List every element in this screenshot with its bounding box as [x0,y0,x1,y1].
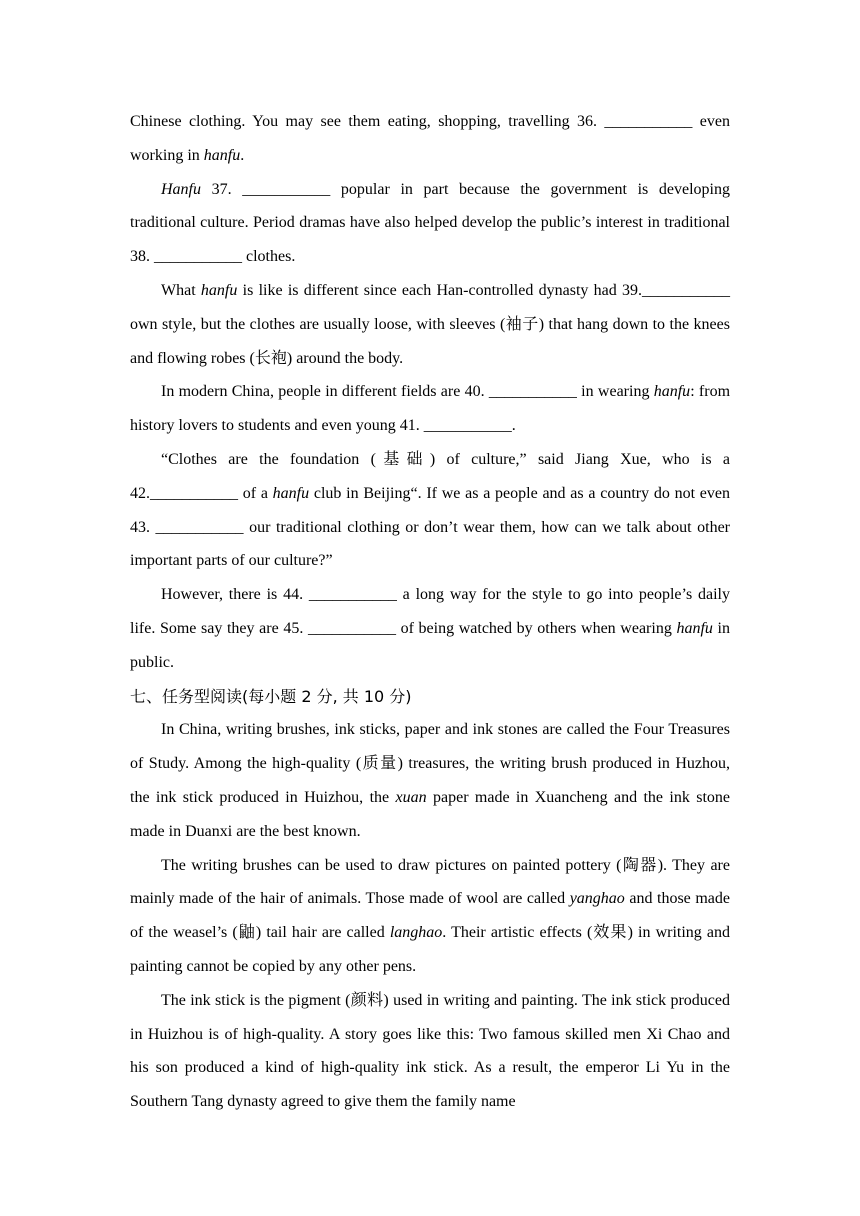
italic-term-hanfu: hanfu [200,281,238,299]
paragraph-hanfu-popularity [130,173,730,274]
text-run: What [161,281,201,299]
text-run: Chinese clothing. You may see them eating, shopping, travelling 36. ___________ even working in [130,113,730,164]
paragraph-hanfu-activities [130,105,730,173]
text-run: 37. ___________ popular in part because the government is developing traditional culture. Period dramas have also helped develop the public’s interest in traditional 38. ___________ clothes. [130,180,730,266]
paragraph-four-treasures [130,713,730,848]
text-run: in public. [130,619,730,671]
text-run: . Their artistic effects (效果) in writing and painting cannot be copied by any other pens. [130,924,730,975]
text-run: In modern China, people in different fields are 40. ___________ in wearing [161,383,654,401]
text-run: However, there is 44. ___________ a long way for the style to go into people’s daily life. Some say they are 45. ___________ of being watched by others when wearing [130,586,730,637]
italic-term-langhao: langhao [389,924,443,942]
italic-term-xuan: xuan [395,788,427,806]
text-run: The ink stick is the pigment (颜料) used in writing and painting. The ink stick produced in Huizhou is of high-quality. A story goes like this: Two famous skilled men Xi Chao and his son produced a kind of high-quality ink stick. As a result, the emperor Li Yu in the Southern Tang dynasty agreed to give them the family name [130,991,730,1111]
section-heading-task-reading: 七、任务型阅读(每小题 2 分, 共 10 分) [130,686,412,706]
paragraph-hanfu-style [130,274,730,375]
text-run: In China, writing brushes, ink sticks, paper and ink stones are called the Four Treasures of Study. Among the high-quality (质量) treasures, the writing brush produced in Huzhou, the ink stick produced in Huizhou, the [130,721,730,806]
italic-term-hanfu: hanfu [676,619,713,637]
document-body [130,105,730,1119]
text-run: : from history lovers to students and even young 41. ___________. [130,383,731,435]
italic-term-yanghao: yanghao [569,890,625,908]
paragraph-jiang-xue-quote [130,443,730,578]
text-run: . [240,146,245,164]
text-run: and those made of the weasel’s (鼬) tail hair are called [130,890,730,942]
paragraph-hanfu-wearers [130,375,730,443]
italic-term-hanfu: hanfu [272,484,310,502]
paragraph-hanfu-daily-life [130,578,730,679]
paragraph-writing-brushes [130,849,730,984]
text-run: paper made in Xuancheng and the ink stone made in Duanxi are the best known. [130,788,730,840]
text-run: club in Beijing“. If we as a people and as a country do not even 43. ___________ our traditional clothing or don’t wear them, how can we talk about other important parts of our culture?” [130,484,730,570]
italic-term-hanfu: Hanfu [161,180,201,198]
paragraph-ink-stick [130,984,730,1119]
text-run: The writing brushes can be used to draw pictures on painted pottery (陶器). They are mainly made of the hair of animals. Those made of wool are called [130,856,730,908]
text-run: is like is different since each Han-controlled dynasty had 39.___________ own style, but the clothes are usually loose, with sleeves (袖子) that hang down to the knees and flowing robes (长袍) around the body. [130,281,731,367]
italic-term-hanfu: hanfu [203,146,241,164]
italic-term-hanfu: hanfu [653,383,691,401]
text-run: “Clothes are the foundation (基础) of culture,” said Jiang Xue, who is a 42.___________ of a [130,450,730,502]
